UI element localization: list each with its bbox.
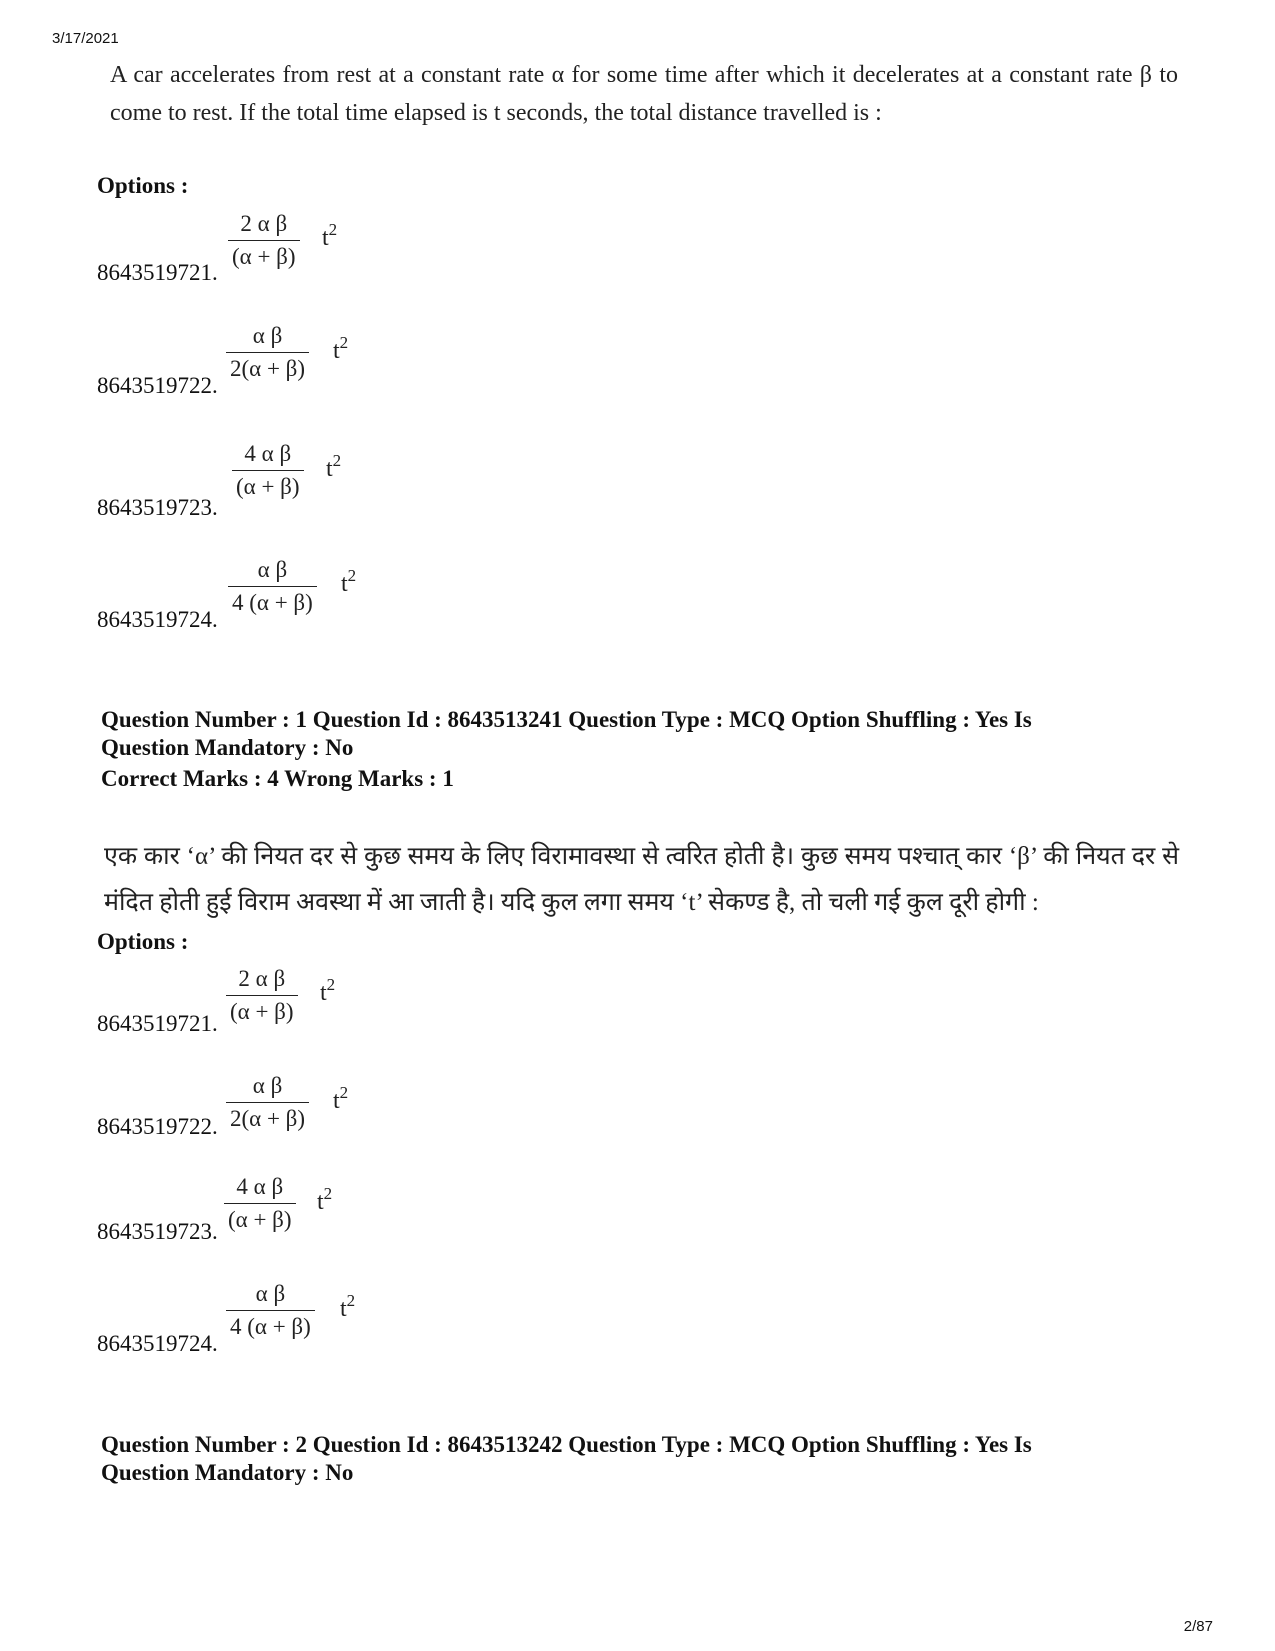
option-id: 8643519724. [97, 607, 218, 632]
exponent: 2 [326, 975, 336, 994]
time-variable: t [341, 571, 348, 597]
question-meta-line: Question Number : 1 Question Id : 8643513241 Question Type : MCQ Option Shuffling : Yes Is [101, 707, 1032, 732]
option-id: 8643519723. [97, 1219, 218, 1244]
fraction [228, 211, 300, 270]
fraction-numerator: 2 α β [238, 966, 286, 991]
t-squared [340, 1291, 355, 1323]
t-squared [326, 451, 341, 483]
option-formula [228, 557, 317, 616]
option-id: 8643519721. [97, 1011, 218, 1036]
option-id: 8643519722. [97, 373, 218, 398]
fraction [226, 966, 298, 1025]
time-variable: t [322, 225, 329, 251]
option-formula [226, 1073, 309, 1132]
option-formula [226, 966, 298, 1025]
fraction [232, 441, 304, 500]
fraction [226, 1281, 315, 1340]
time-variable: t [340, 1296, 347, 1322]
question-meta [101, 1431, 1191, 1487]
fraction-numerator: α β [255, 1281, 286, 1306]
t-squared [341, 566, 356, 598]
option-id: 8643519724. [97, 1331, 218, 1356]
option-formula [224, 1174, 296, 1233]
option-formula [226, 323, 309, 382]
fraction [228, 557, 317, 616]
option-formula [232, 441, 304, 500]
options-label: Options : [97, 173, 189, 198]
question-mandatory: Question Mandatory : No [101, 735, 354, 760]
fraction-denominator: 2(α + β) [226, 352, 309, 382]
question-text-hindi: एक कार ‘α’ की नियत दर से कुछ समय के लिए विरामावस्था से त्वरित होती है। कुछ समय पश्चात् कार ‘β’ की नियत दर से मंदित होती हुई विराम अवस्था में आ जाती है। यदि कुल लगा समय ‘t’ सेकण्ड है, तो चली गई कुल दूरी होगी : [104, 843, 1179, 916]
exponent: 2 [323, 1184, 333, 1203]
exponent: 2 [347, 566, 357, 585]
page-date: 3/17/2021 [52, 30, 119, 47]
fraction-numerator: 2 α β [240, 211, 288, 236]
fraction-numerator: α β [257, 557, 288, 582]
time-variable: t [320, 980, 327, 1006]
fraction-denominator: 4 (α + β) [228, 586, 317, 616]
question-meta [101, 706, 1191, 762]
fraction [226, 323, 309, 382]
t-squared [320, 975, 335, 1007]
fraction-denominator: 2(α + β) [226, 1102, 309, 1132]
page-number: 2/87 [1183, 1618, 1213, 1635]
exponent: 2 [346, 1291, 356, 1310]
t-squared [333, 333, 348, 365]
fraction-denominator: (α + β) [224, 1203, 296, 1233]
fraction-numerator: 4 α β [236, 1174, 284, 1199]
fraction [226, 1073, 309, 1132]
time-variable: t [326, 456, 333, 482]
fraction-denominator: (α + β) [232, 470, 304, 500]
option-id: 8643519723. [97, 495, 218, 520]
fraction-numerator: 4 α β [244, 441, 292, 466]
time-variable: t [333, 1088, 340, 1114]
option-formula [228, 211, 300, 270]
fraction-numerator: α β [252, 323, 283, 348]
question-meta-line: Question Number : 2 Question Id : 8643513242 Question Type : MCQ Option Shuffling : Yes Is [101, 1432, 1032, 1457]
option-formula [226, 1281, 315, 1340]
fraction-denominator: (α + β) [226, 995, 298, 1025]
time-variable: t [333, 338, 340, 364]
option-id: 8643519721. [97, 260, 218, 285]
question-marks: Correct Marks : 4 Wrong Marks : 1 [101, 766, 454, 791]
question-mandatory: Question Mandatory : No [101, 1460, 354, 1485]
fraction [224, 1174, 296, 1233]
fraction-denominator: (α + β) [228, 240, 300, 270]
time-variable: t [317, 1189, 324, 1215]
t-squared [322, 220, 337, 252]
t-squared [333, 1083, 348, 1115]
fraction-numerator: α β [252, 1073, 283, 1098]
exponent: 2 [332, 451, 342, 470]
exponent: 2 [339, 333, 349, 352]
fraction-denominator: 4 (α + β) [226, 1310, 315, 1340]
option-id: 8643519722. [97, 1114, 218, 1139]
question-text-english: A car accelerates from rest at a constant rate α for some time after which it decelerates at a constant rate β to come to rest. If the total time elapsed is t seconds, the total distance travelled is : [110, 62, 1178, 126]
exponent: 2 [328, 220, 338, 239]
options-label: Options : [97, 929, 189, 954]
t-squared [317, 1184, 332, 1216]
exponent: 2 [339, 1083, 349, 1102]
